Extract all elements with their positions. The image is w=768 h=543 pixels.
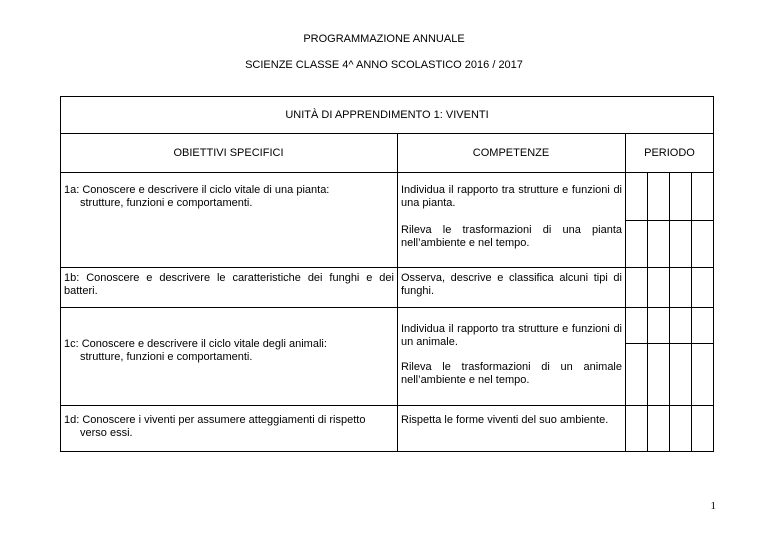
objective-1b: 1b: Conoscere e descrivere le caratteristiche dei funghi e dei batteri. bbox=[64, 272, 394, 297]
objective-1c-line2: strutture, funzioni e comportamenti. bbox=[80, 351, 253, 363]
header-period: PERIODO bbox=[644, 147, 695, 159]
objective-1c-line1: 1c: Conoscere e descrivere il ciclo vitale degli animali: bbox=[64, 338, 327, 350]
period-subcolumn-1 bbox=[647, 172, 648, 452]
document-subtitle: SCIENZE CLASSE 4^ ANNO SCOLASTICO 2016 / 2017 bbox=[245, 59, 523, 71]
competency-1d-1: Rispetta le forme viventi del suo ambiente. bbox=[401, 414, 609, 426]
objective-1a-line1: 1a: Conoscere e descrivere il ciclo vitale di una pianta: bbox=[64, 184, 330, 196]
column-divider-objectives bbox=[397, 133, 398, 452]
objective-1a bbox=[64, 184, 394, 210]
header-competencies: COMPETENZE bbox=[472, 147, 550, 159]
page-number: 1 bbox=[710, 500, 716, 512]
table-border-top bbox=[60, 96, 714, 97]
row-divider-2 bbox=[60, 307, 714, 308]
row-divider-3 bbox=[60, 405, 714, 406]
competency-1c-2: Rileva le trasformazioni di un animale nell’ambiente e nel tempo. bbox=[401, 361, 622, 386]
competency-1a-2: Rileva le trasformazioni di una pianta nell’ambiente e nel tempo. bbox=[401, 224, 622, 249]
objective-1c bbox=[64, 338, 394, 364]
period-subcolumn-3 bbox=[691, 172, 692, 452]
unit-title: UNITÀ DI APPRENDIMENTO 1: VIVENTI bbox=[285, 109, 489, 121]
header-objectives: OBIETTIVI SPECIFICI bbox=[173, 147, 284, 159]
table-border-bottom bbox=[60, 451, 714, 452]
objective-1d-line1: 1d: Conoscere i viventi per assumere atteggiamenti di rispetto bbox=[64, 414, 366, 426]
objective-1d-line2: verso essi. bbox=[80, 427, 133, 439]
column-header-divider bbox=[60, 172, 714, 173]
document-title: PROGRAMMAZIONE ANNUALE bbox=[303, 33, 465, 45]
row-divider-1 bbox=[60, 267, 714, 268]
objective-1a-line2: strutture, funzioni e comportamenti. bbox=[80, 197, 253, 209]
objective-1d bbox=[64, 414, 394, 440]
competency-1a-1: Individua il rapporto tra strutture e funzioni di una pianta. bbox=[401, 184, 622, 209]
column-divider-competencies bbox=[625, 133, 626, 452]
competency-1c-1: Individua il rapporto tra strutture e funzioni di un animale. bbox=[401, 323, 622, 348]
competency-1b-1: Osserva, descrive e classifica alcuni tipi di funghi. bbox=[401, 272, 622, 297]
unit-title-divider bbox=[60, 133, 714, 134]
period-subcolumn-2 bbox=[669, 172, 670, 452]
